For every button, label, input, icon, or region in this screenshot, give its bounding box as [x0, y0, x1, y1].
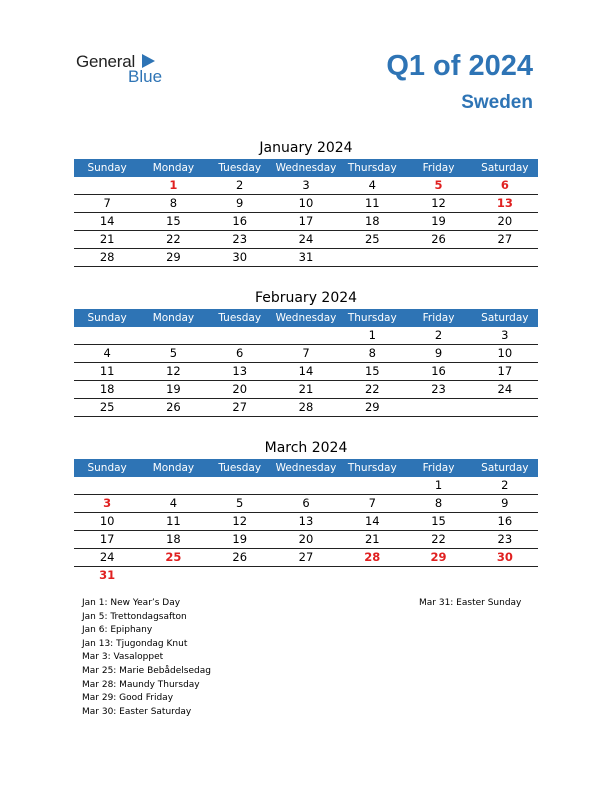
date-cell: 29 [166, 250, 181, 264]
weekday-label: Friday [422, 312, 455, 324]
date-cell: 23 [431, 382, 446, 396]
week-row [74, 327, 538, 345]
holiday-entry: Jan 13: Tjugondag Knut [82, 638, 188, 649]
date-cell: 26 [431, 232, 446, 246]
date-cell: 18 [99, 382, 115, 396]
weekday-label: Wednesday [275, 162, 337, 174]
month-calendar [74, 437, 538, 584]
week-row [74, 513, 538, 531]
empty-date-cell [472, 399, 538, 416]
date-cell: 10 [298, 196, 314, 210]
date-cell: 17 [497, 364, 513, 378]
date-cell: 11 [364, 196, 380, 210]
weekday-label: Tuesday [218, 162, 262, 174]
empty-date-cell [472, 249, 538, 266]
date-cell: 1 [368, 328, 376, 342]
date-cell: 28 [99, 250, 115, 264]
date-cell: 17 [298, 214, 314, 228]
empty-date-cell [472, 567, 538, 584]
holiday-entry: Mar 31: Easter Sunday [419, 598, 522, 608]
date-cell: 9 [236, 196, 244, 210]
date-cell: 20 [497, 214, 513, 228]
week-row [74, 213, 538, 231]
date-cell: 8 [434, 496, 443, 510]
date-cell: 14 [364, 514, 380, 528]
logo-flag-icon [142, 54, 155, 68]
weekday-label: Sunday [87, 312, 127, 324]
date-cell: 24 [99, 550, 115, 564]
date-cell: 25 [99, 400, 115, 414]
date-cell: 24 [298, 232, 314, 246]
empty-date-cell [74, 327, 140, 344]
week-row [74, 531, 538, 549]
holiday-entry: Mar 3: Vasaloppet [82, 652, 164, 663]
date-cell: 23 [232, 232, 248, 246]
holiday-entry: Jan 6: Epiphany [82, 625, 153, 636]
date-cell: 15 [166, 214, 181, 228]
date-cell: 4 [368, 178, 376, 192]
holiday-date: 28 [364, 550, 381, 564]
holiday-list-right [419, 597, 521, 611]
date-cell: 19 [166, 382, 181, 396]
date-cell: 20 [298, 532, 314, 546]
empty-date-cell [405, 249, 471, 266]
date-cell: 10 [497, 346, 513, 360]
country-name: Sweden [461, 92, 533, 113]
date-cell: 18 [364, 214, 380, 228]
weekday-header [74, 459, 538, 477]
holiday-date: 5 [434, 178, 443, 192]
week-row [74, 195, 538, 213]
date-cell: 5 [236, 496, 244, 510]
week-row [74, 231, 538, 249]
weekday-label: Saturday [481, 312, 529, 324]
holiday-date: 6 [500, 178, 509, 192]
empty-date-cell [140, 567, 206, 584]
date-cell: 17 [99, 532, 115, 546]
date-cell: 22 [431, 532, 446, 546]
empty-date-cell [339, 249, 405, 266]
weekday-label: Friday [422, 462, 455, 474]
date-cell: 7 [103, 196, 111, 210]
date-cell: 21 [298, 382, 314, 396]
date-cell: 19 [232, 532, 248, 546]
date-cell: 28 [298, 400, 314, 414]
date-cell: 21 [364, 532, 380, 546]
empty-date-cell [273, 327, 339, 344]
empty-date-cell [207, 327, 273, 344]
holiday-date: 31 [99, 568, 116, 582]
holiday-date: 1 [169, 178, 178, 192]
date-cell: 3 [501, 328, 509, 342]
holiday-entry: Mar 25: Marie Bebådelsedag [82, 665, 211, 676]
date-cell: 11 [166, 514, 181, 528]
weekday-header [74, 159, 538, 177]
date-cell: 19 [431, 214, 446, 228]
week-row [74, 177, 538, 195]
date-cell: 3 [302, 178, 310, 192]
month-title: February 2024 [254, 290, 358, 306]
weekday-label: Wednesday [275, 312, 337, 324]
empty-date-cell [74, 177, 140, 194]
empty-date-cell [339, 477, 405, 494]
weekday-label: Saturday [481, 162, 529, 174]
date-cell: 30 [232, 250, 248, 264]
date-cell: 4 [169, 496, 178, 510]
weekday-label: Thursday [347, 162, 397, 174]
holiday-date: 30 [496, 550, 513, 564]
weekday-header [74, 309, 538, 327]
weekday-label: Friday [422, 162, 455, 174]
date-cell: 5 [169, 346, 178, 360]
date-cell: 21 [99, 232, 115, 246]
date-cell: 25 [364, 232, 380, 246]
date-cell: 12 [232, 514, 248, 528]
date-cell: 29 [364, 400, 380, 414]
empty-date-cell [207, 477, 273, 494]
weekday-label: Monday [152, 462, 195, 474]
date-cell: 10 [99, 514, 115, 528]
weekday-label: Saturday [481, 462, 529, 474]
date-cell: 11 [99, 364, 115, 378]
month-calendar [74, 287, 538, 417]
date-cell: 14 [99, 214, 115, 228]
date-cell: 6 [236, 346, 244, 360]
weekday-label: Monday [152, 312, 195, 324]
date-cell: 14 [298, 364, 314, 378]
weekday-label: Thursday [347, 312, 397, 324]
date-cell: 15 [431, 514, 446, 528]
date-cell: 27 [232, 400, 248, 414]
month-title: March 2024 [264, 440, 348, 456]
date-cell: 12 [166, 364, 181, 378]
date-cell: 18 [166, 532, 181, 546]
empty-date-cell [405, 399, 471, 416]
date-cell: 6 [302, 496, 310, 510]
week-row [74, 381, 538, 399]
month-calendar [74, 137, 538, 267]
date-cell: 8 [368, 346, 376, 360]
empty-date-cell [273, 567, 339, 584]
holiday-entry: Mar 29: Good Friday [82, 693, 174, 704]
date-cell: 13 [298, 514, 314, 528]
page-title: Q1 of 2024 [386, 50, 533, 82]
date-cell: 15 [364, 364, 380, 378]
date-cell: 26 [166, 400, 181, 414]
date-cell: 26 [232, 550, 248, 564]
week-row [74, 249, 538, 267]
holiday-entry: Jan 1: New Year’s Day [82, 598, 181, 608]
empty-date-cell [339, 567, 405, 584]
holiday-date: 3 [103, 496, 112, 510]
empty-date-cell [140, 477, 206, 494]
date-cell: 20 [232, 382, 248, 396]
weekday-label: Tuesday [218, 312, 262, 324]
week-row [74, 399, 538, 417]
holiday-entry: Jan 5: Trettondagsafton [82, 611, 187, 622]
empty-date-cell [273, 477, 339, 494]
holiday-date: 13 [496, 196, 513, 210]
weekday-label: Thursday [347, 462, 397, 474]
date-cell: 16 [497, 514, 513, 528]
weekday-label: Sunday [87, 462, 127, 474]
date-cell: 22 [364, 382, 380, 396]
date-cell: 16 [431, 364, 446, 378]
date-cell: 16 [232, 214, 248, 228]
date-cell: 9 [434, 346, 443, 360]
weekday-label: Tuesday [218, 462, 262, 474]
date-cell: 31 [298, 250, 314, 264]
date-cell: 27 [298, 550, 314, 564]
date-cell: 9 [501, 496, 509, 510]
empty-date-cell [74, 477, 140, 494]
holiday-entry: Mar 28: Maundy Thursday [82, 679, 200, 690]
date-cell: 23 [497, 532, 513, 546]
week-row [74, 567, 538, 584]
week-row [74, 549, 538, 567]
logo-blue-text: Blue [128, 67, 163, 86]
weekday-label: Wednesday [275, 462, 337, 474]
week-row [74, 495, 538, 513]
date-cell: 24 [497, 382, 513, 396]
week-row [74, 345, 538, 363]
date-cell: 2 [501, 478, 509, 492]
weekday-label: Monday [152, 162, 195, 174]
date-cell: 13 [232, 364, 248, 378]
date-cell: 7 [302, 346, 310, 360]
date-cell: 7 [368, 496, 376, 510]
date-cell: 8 [169, 196, 178, 210]
holiday-list-left [82, 597, 211, 719]
weekday-label: Sunday [87, 162, 127, 174]
date-cell: 27 [497, 232, 513, 246]
empty-date-cell [207, 567, 273, 584]
holiday-date: 29 [430, 550, 447, 564]
date-cell: 2 [434, 328, 443, 342]
date-cell: 22 [166, 232, 181, 246]
logo-general-text: General [76, 52, 136, 71]
date-cell: 2 [236, 178, 244, 192]
holiday-date: 25 [165, 550, 182, 564]
week-row [74, 477, 538, 495]
holiday-entry: Mar 30: Easter Saturday [82, 706, 192, 717]
week-row [74, 363, 538, 381]
date-cell: 12 [431, 196, 446, 210]
date-cell: 4 [103, 346, 111, 360]
month-title: January 2024 [259, 140, 353, 156]
date-cell: 1 [434, 478, 443, 492]
empty-date-cell [405, 567, 471, 584]
empty-date-cell [140, 327, 206, 344]
